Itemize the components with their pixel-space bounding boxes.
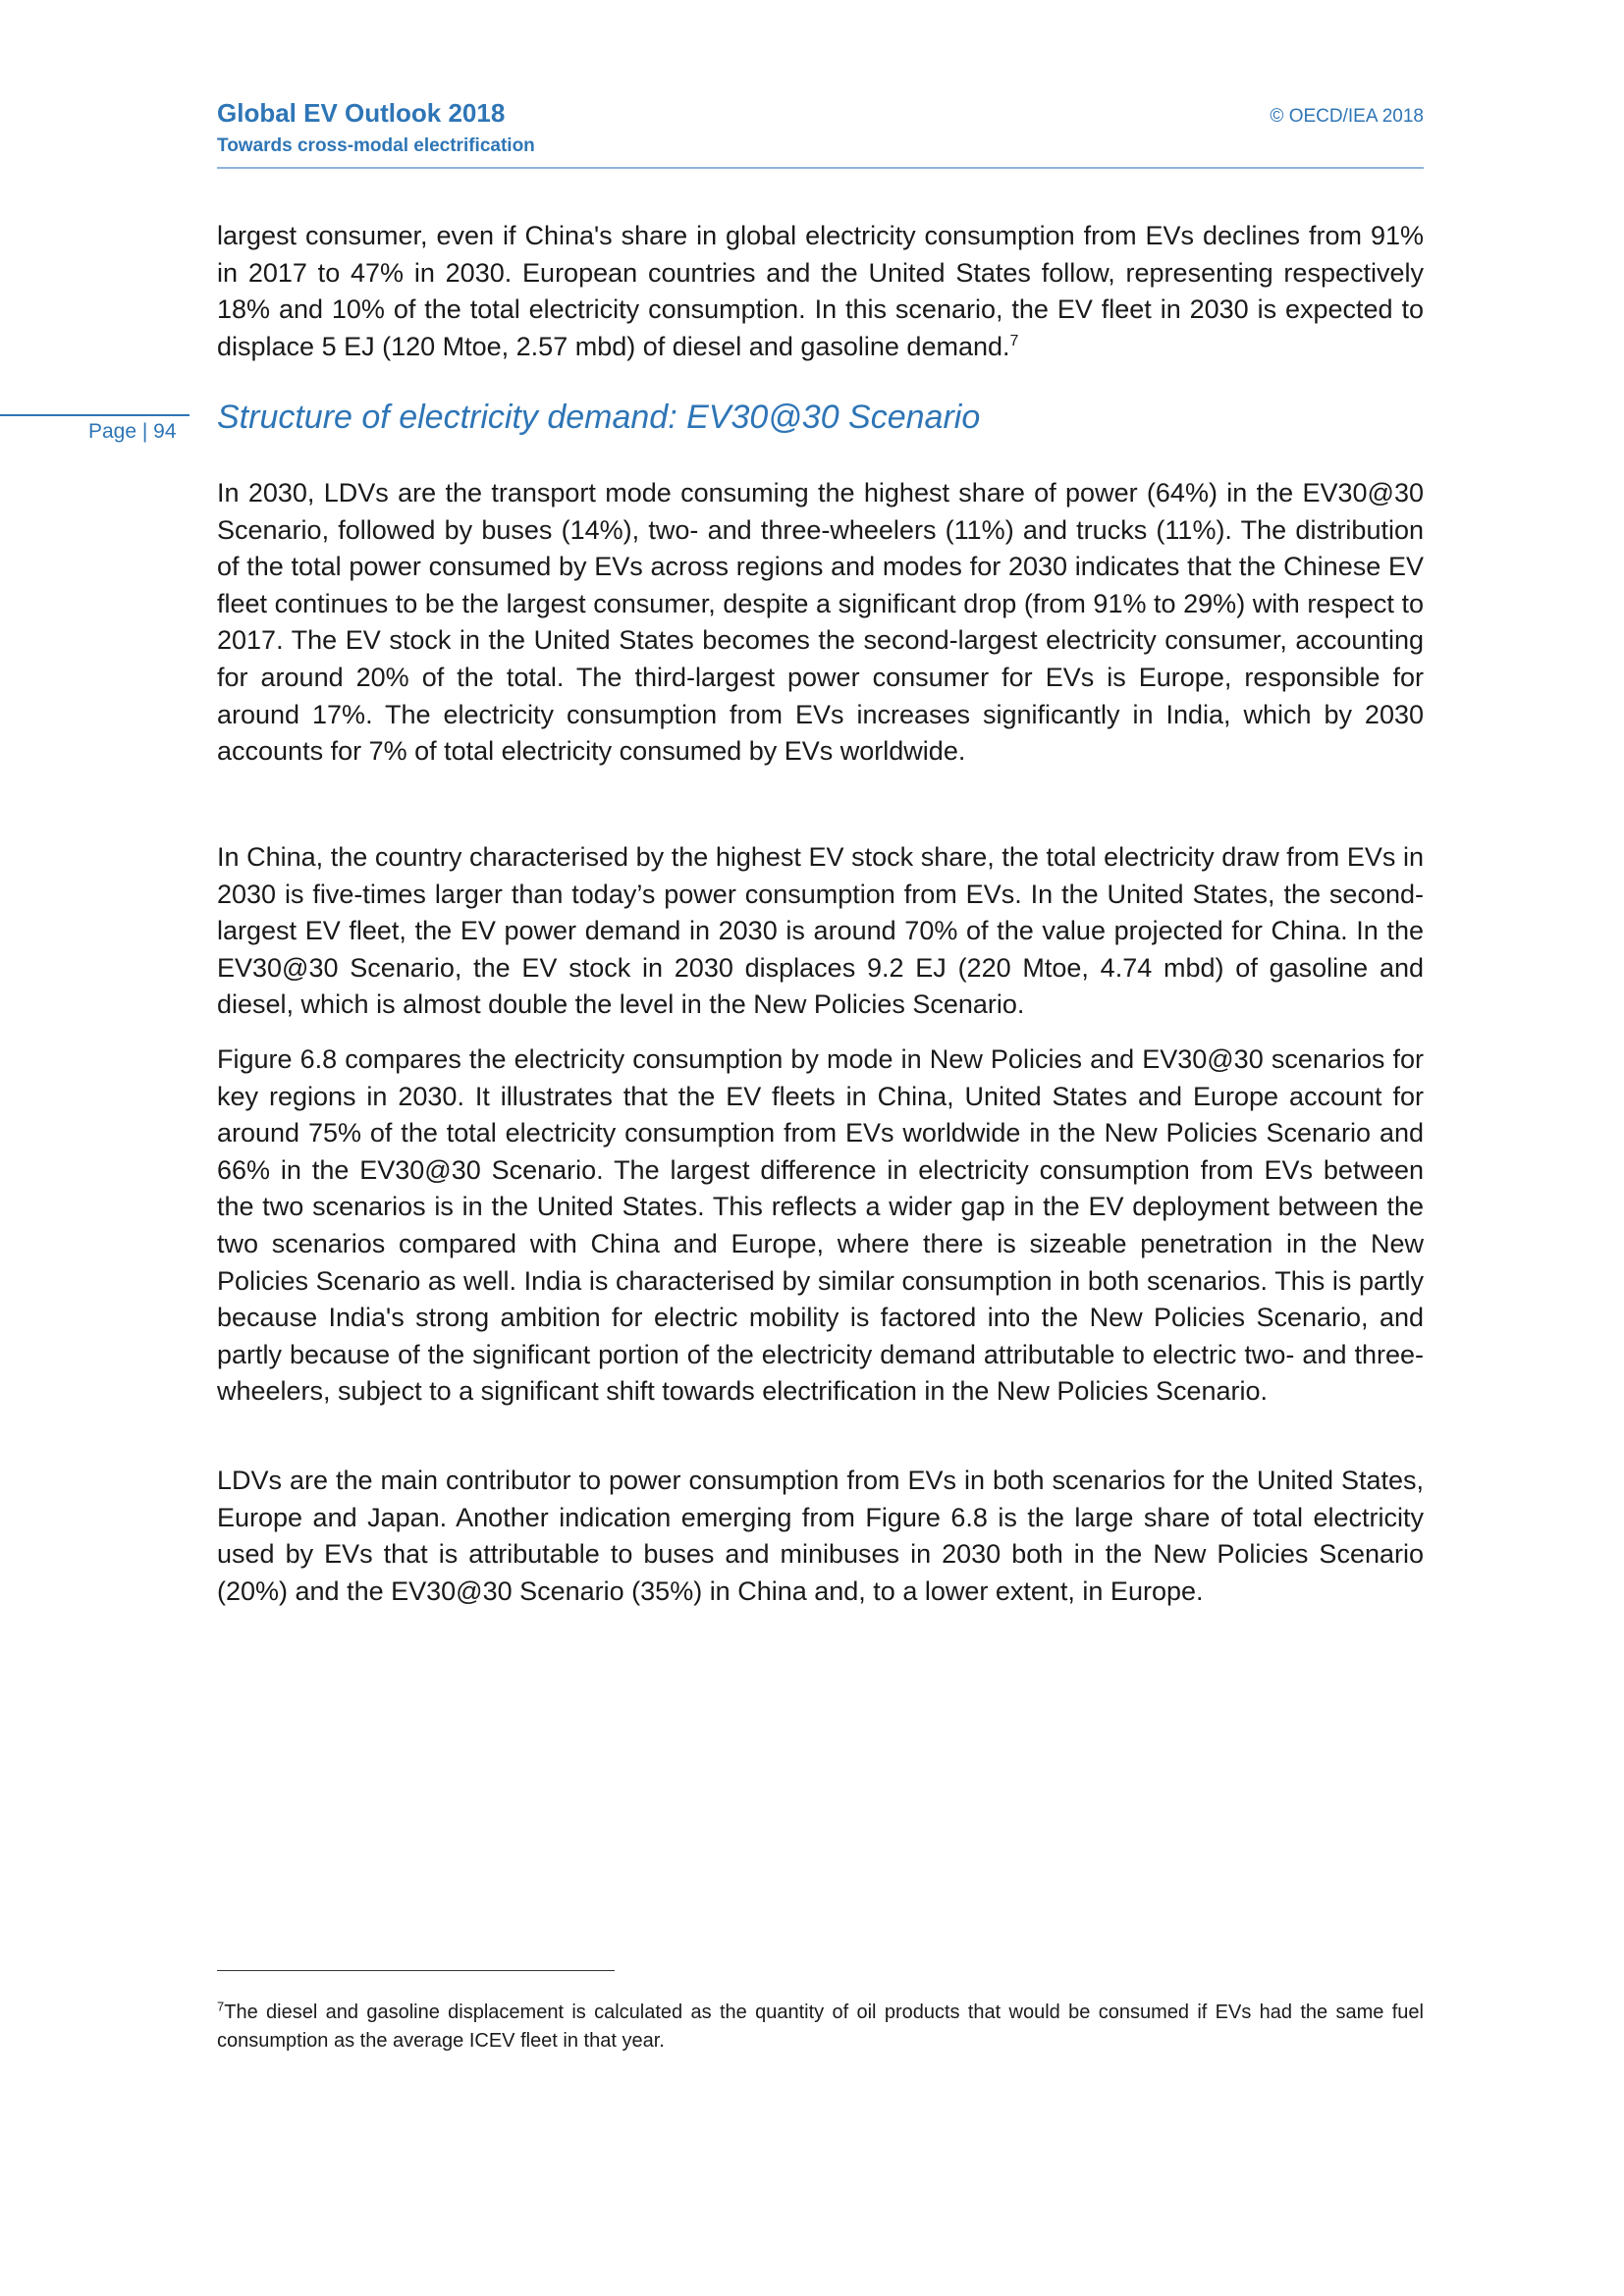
footnote [217, 1999, 1424, 2056]
document-title: Global EV Outlook 2018 [217, 98, 506, 128]
section-heading: Structure of electricity demand: EV30@30 Scenario [217, 399, 981, 436]
body-paragraph-5-block [217, 1463, 1424, 1610]
body-paragraph-1-block [217, 218, 1424, 365]
body-paragraph-4-block [217, 1041, 1424, 1411]
body-paragraph-2-block [217, 475, 1424, 771]
body-paragraph-1-text: largest consumer, even if China's share in global electricity consumption from EVs declines from 91% in 2017 to 47% in 2030. European countries and the United States follow, representing respectively 18% and 10% of the total electricity consumption. In this scenario, the EV fleet in 2030 is expected to displace 5 EJ (120 Mtoe, 2.57 mbd) of diesel and gasoline demand. [217, 221, 1424, 361]
page-number: Page | 94 [88, 420, 177, 443]
footnote-number: 7 [217, 1999, 225, 2014]
body-paragraph-4: Figure 6.8 compares the electricity consumption by mode in New Policies and EV30@30 scenarios for key regions in 2030. It illustrates that the EV fleets in China, United States and Europe account for around 75% of the total electricity consumption from EVs worldwide in the New Policies Scenario and 66% in the EV30@30 Scenario. The largest difference in electricity consumption from EVs between the two scenarios is in the United States. This reflects a wider gap in the EV deployment between the two scenarios compared with China and Europe, where there is sizeable penetration in the New Policies Scenario as well. India is characterised by similar consumption in both scenarios. This is partly because India's strong ambition for electric mobility is factored into the New Policies Scenario, and partly because of the significant portion of the electricity demand attributable to electric two- and three-wheelers, subject to a significant shift towards electrification in the New Policies Scenario. [217, 1044, 1424, 1407]
body-paragraph-1 [217, 218, 1424, 365]
footnote-reference[interactable]: 7 [1009, 332, 1019, 349]
copyright-notice: © OECD/IEA 2018 [1270, 106, 1424, 127]
document-subtitle: Towards cross-modal electrification [217, 135, 535, 156]
body-paragraph-5: LDVs are the main contributor to power consumption from EVs in both scenarios for the United States, Europe and Japan. Another indication emerging from Figure 6.8 is the large share of total electricity used by EVs that is attributable to buses and minibuses in 2030 both in the New Policies Scenario (20%) and the EV30@30 Scenario (35%) in China and, to a lower extent, in Europe. [217, 1466, 1424, 1606]
body-paragraph-3: In China, the country characterised by the highest EV stock share, the total electricity draw from EVs in 2030 is five-times larger than today’s power consumption from EVs. In the United States, the second-largest EV fleet, the EV power demand in 2030 is around 70% of the value projected for China. In the EV30@30 Scenario, the EV stock in 2030 displaces 9.2 EJ (220 Mtoe, 4.74 mbd) of gasoline and diesel, which is almost double the level in the New Policies Scenario. [217, 842, 1424, 1020]
footnote-text: The diesel and gasoline displacement is calculated as the quantity of oil products that would be consumed if EVs had the same fuel consumption as the average ICEV fleet in that year. [217, 2002, 1424, 2052]
page-header [217, 98, 1424, 169]
body-paragraph-3-block [217, 839, 1424, 1024]
page-number-rule [0, 414, 189, 416]
body-paragraph-2: In 2030, LDVs are the transport mode consuming the highest share of power (64%) in the EV30@30 Scenario, followed by buses (14%), two- and three-wheelers (11%) and trucks (11%). The distribution of the total power consumed by EVs across regions and modes for 2030 indicates that the Chinese EV fleet continues to be the largest consumer, despite a significant drop (from 91% to 29%) with respect to 2017. The EV stock in the United States becomes the second-largest electricity consumer, accounting for around 20% of the total. The third-largest power consumer for EVs is Europe, responsible for around 17%. The electricity consumption from EVs increases significantly in India, which by 2030 accounts for 7% of total electricity consumed by EVs worldwide. [217, 478, 1424, 767]
footnote-separator [217, 1970, 615, 1971]
